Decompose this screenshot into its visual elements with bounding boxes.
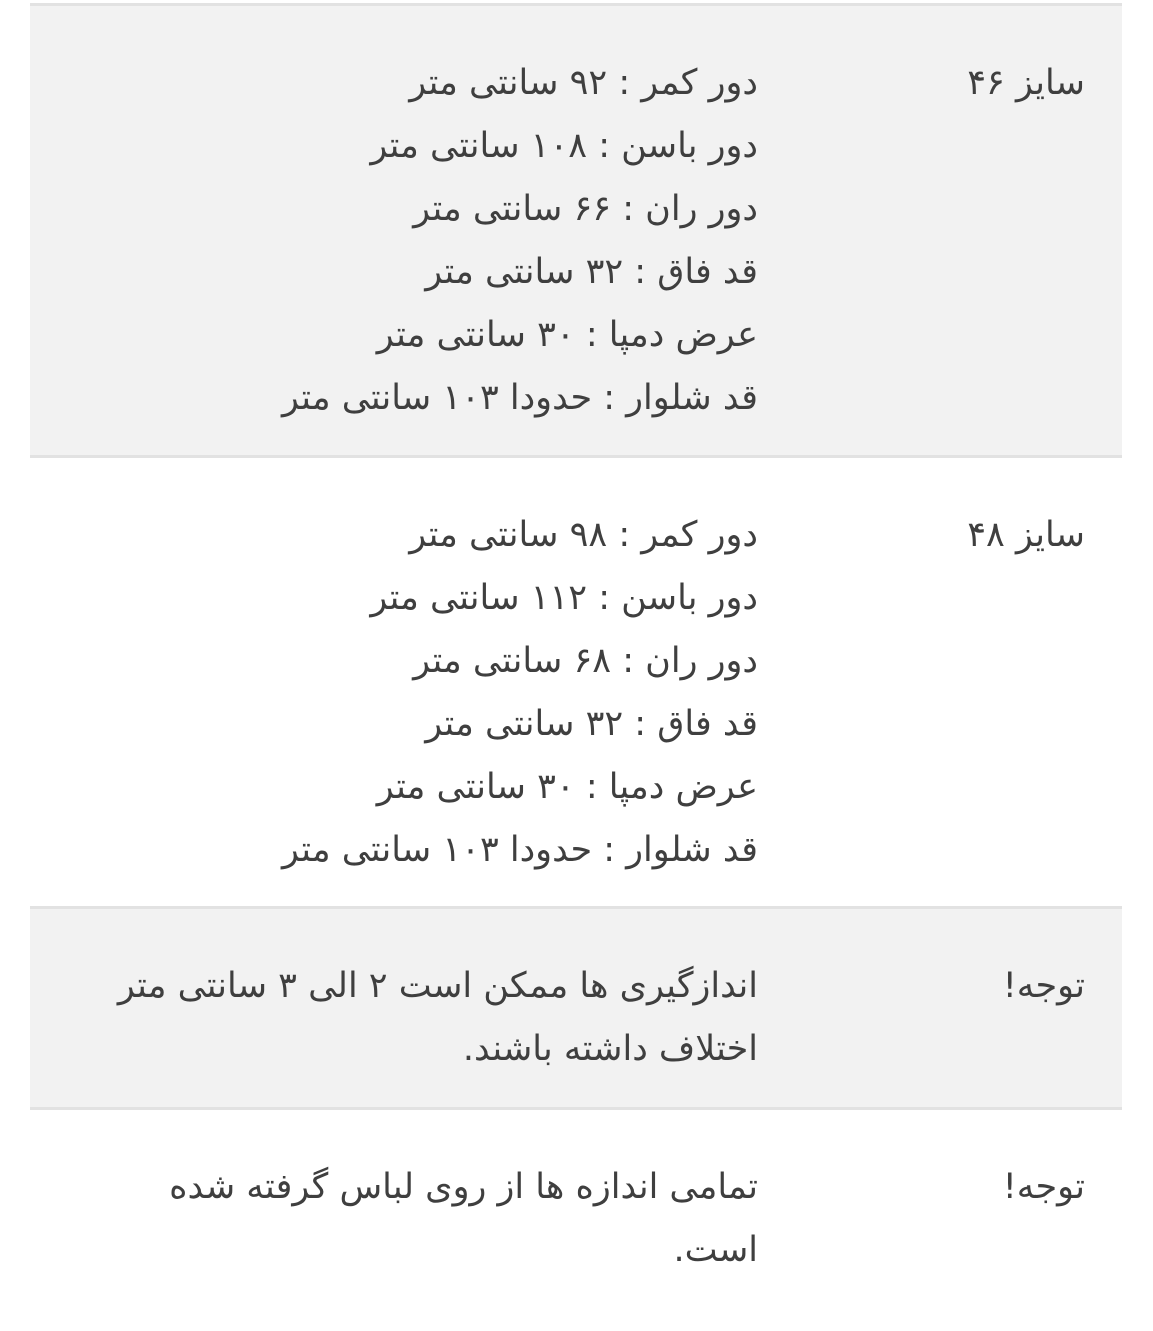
size-measurements [30,458,758,906]
note-label: توجه! [1002,1167,1085,1207]
measurement-thigh: دور ران : ۶۸ سانتی متر [413,641,758,681]
table-row-size-48 [30,455,1122,906]
measurement-hip: دور باسن : ۱۰۸ سانتی متر [370,126,758,166]
note-label: توجه! [1002,966,1085,1006]
table-row-note-tolerance [30,906,1122,1107]
measurement-rise: قد فاق : ۳۲ سانتی متر [425,252,758,292]
size-label: سایز ۴۶ [967,63,1085,103]
measurement-hem-width: عرض دمپا : ۳۰ سانتی متر [376,315,758,355]
note-text: اندازگیری ها ممکن است ۲ الی ۳ سانتی متر اختلاف داشته باشند. [117,966,758,1069]
measurement-thigh: دور ران : ۶۶ سانتی متر [413,189,758,229]
measurement-waist: دور کمر : ۹۸ سانتی متر [409,515,758,555]
measurement-length: قد شلوار : حدودا ۱۰۳ سانتی متر [282,378,758,418]
size-spec-table [30,3,1122,1328]
size-measurements [30,6,758,455]
measurement-hem-width: عرض دمپا : ۳۰ سانتی متر [376,767,758,807]
note-value [30,1110,758,1328]
note-value [30,909,758,1107]
table-row-note-measured-on-garment [30,1107,1122,1328]
measurement-hip: دور باسن : ۱۱۲ سانتی متر [370,578,758,618]
size-label: سایز ۴۸ [967,515,1085,555]
table-row-size-46 [30,3,1122,455]
measurement-rise: قد فاق : ۳۲ سانتی متر [425,704,758,744]
measurement-length: قد شلوار : حدودا ۱۰۳ سانتی متر [282,830,758,870]
measurement-waist: دور کمر : ۹۲ سانتی متر [409,63,758,103]
note-text: تمامی اندازه ها از روی لباس گرفته شده است. [169,1167,758,1270]
